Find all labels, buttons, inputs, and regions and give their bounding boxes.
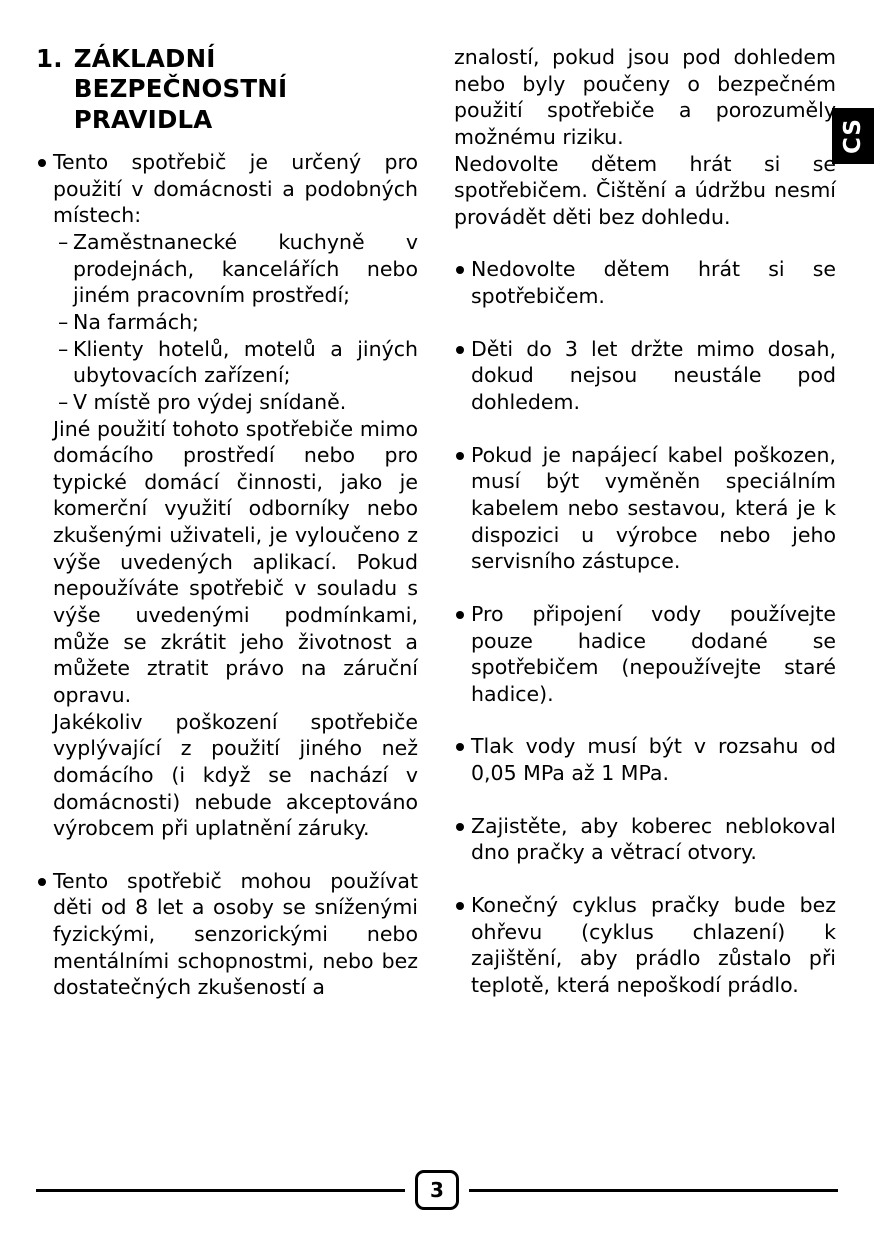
section-title-text: ZÁKLADNÍ BEZPEČNOSTNÍ PRAVIDLA: [73, 44, 288, 134]
bullet-intro-text: Tento spotřebič je určený pro použití v domácnosti a podobných místech:: [53, 150, 418, 228]
list-item: [454, 813, 836, 866]
bullet-text: Nedovolte dětem hrát si se spotřebičem.: [471, 257, 836, 309]
left-column: [36, 44, 418, 1001]
list-item: [454, 601, 836, 708]
bullet-text: Pro připojení vody používejte pouze hadice dodané se spotřebičem (nepoužívejte staré hadice).: [471, 601, 836, 706]
page-footer: [36, 1170, 838, 1210]
bullet-children-text: Tento spotřebič mohou používat děti od 8 let a osoby se sníženými fyzickými, senzorickými nebo mentálními schopnostmi, nebo bez dostatečných zkušeností a: [53, 868, 418, 1000]
list-item: [36, 868, 418, 1001]
list-item: [454, 336, 836, 416]
language-tab-label: CS: [840, 118, 866, 154]
right-column: [454, 44, 836, 1001]
bullet-text: Pokud je napájecí kabel poškozen, musí být vyměněn speciálním kabelem nebo sestavou, která je k dispozici u výrobce nebo jeho servisního zástupce.: [471, 442, 836, 574]
page-columns: [36, 44, 836, 1001]
list-item: – Na farmách;: [58, 309, 418, 336]
list-item: [454, 256, 836, 309]
list-item: – Klienty hotelů, motelů a jiných ubytovacích zařízení;: [58, 336, 418, 389]
list-item: [36, 149, 418, 229]
list-item: – V místě pro výdej snídaně.: [58, 389, 418, 416]
bullet-text: Děti do 3 let držte mimo dosah, dokud nejsou neustále pod dohledem.: [471, 336, 836, 415]
list-item: [454, 892, 836, 999]
paragraph-usage: Jiné použití tohoto spotřebiče mimo domácího prostředí nebo pro typické domácí činnosti, jako je komerční využití odborníky nebo zkušenými uživateli, je vyloučeno z výše uvedených aplikací. Pokud nepoužíváte spotřebič v souladu s výše uvedenými podmínkami, může se zkrátit jeho životnost a můžete ztratit právo na záruční opravu.: [53, 416, 418, 707]
bullet-text: Zajistěte, aby koberec neblokoval dno pračky a větrací otvory.: [471, 813, 836, 865]
section-heading: [36, 44, 418, 135]
footer-rule-right: [469, 1189, 838, 1192]
paragraph-warranty: Jakékoliv poškození spotřebiče vyplývající z použití jiného než domácího (i když se nachází v domácnosti) nebude akceptováno výrobcem při uplatnění záruky.: [53, 709, 418, 841]
list-item: [454, 442, 836, 575]
bullet-text: Tlak vody musí být v rozsahu od 0,05 MPa až 1 MPa.: [471, 734, 836, 786]
footer-rule-left: [36, 1189, 405, 1192]
bullet-text: Konečný cyklus pračky bude bez ohřevu (cyklus chlazení) k zajištění, aby prádlo zůstalo při teplotě, která nepoškodí prádlo.: [471, 893, 836, 997]
language-tab: [832, 108, 874, 164]
paragraph-continuation-2: Nedovolte dětem hrát si se spotřebičem. Čištění a údržbu nesmí provádět děti bez dohledu.: [454, 151, 836, 229]
sub-list: [36, 229, 418, 415]
paragraph-continuation: znalostí, pokud jsou pod dohledem nebo byly poučeny o bezpečném použití spotřebiče a porozuměly možnému riziku.: [454, 45, 836, 149]
section-number: 1.: [36, 44, 63, 73]
page-number: 3: [415, 1170, 459, 1210]
list-item: – Zaměstnanecké kuchyně v prodejnách, kancelářích nebo jiném pracovním prostředí;: [58, 229, 418, 309]
list-item: [454, 733, 836, 786]
